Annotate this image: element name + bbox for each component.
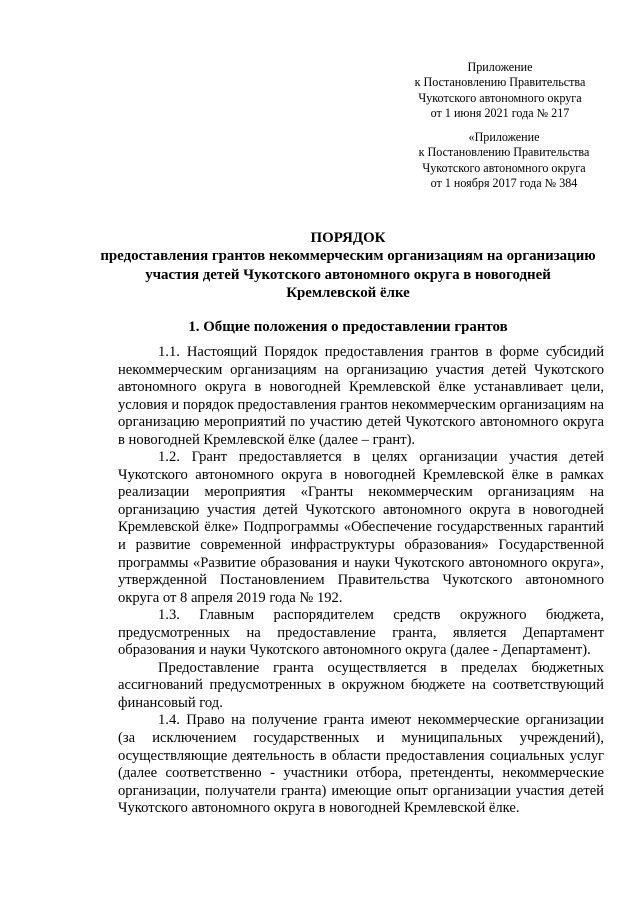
title-line: Кремлевской ёлке [286, 285, 410, 302]
section-body [118, 344, 604, 818]
document-title [80, 229, 616, 303]
annex-line: к Постановлению Правительства [414, 75, 586, 90]
annex-line: «Приложение [468, 130, 540, 144]
paragraph: 1.2. Грант предоставляется в целях организации участия детей Чукотского автономного округа в новогодней Кремлевской ёлке в рамках реализации мероприятия «Гранты некоммерческим организациям на организацию участия детей Чукотского автономного округа в новогодней Кремлевской ёлке» Подпрограммы «Обеспечение государственных гарантий и развитие современной инфраструктуры образования» Государственной программы «Развитие образования и науки Чукотского автономного округа», утвержденной Постановлением Правительства Чукотского автономного округа от 8 апреля 2019 года № 192. [118, 449, 604, 606]
annex-line: Чукотского автономного округа [422, 160, 586, 175]
paragraph: 1.1. Настоящий Порядок предоставления грантов в форме субсидий некоммерческим организациям на организацию участия детей Чукотского автономного округа в новогодней Кремлевской ёлке устанавливает цели, условия и порядок предоставления грантов некоммерческим организациям на организацию мероприятий по участию детей Чукотского автономного округа в новогодней Кремлевской ёлке (далее – грант). [118, 344, 604, 448]
paragraph: 1.3. Главным распорядителем средств окружного бюджета, предусмотренных на предоставление гранта, является Департамент образования и науки Чукотского автономного округа (далее - Департамент). [118, 607, 604, 659]
section-heading: 1. Общие положения о предоставлении грантов [188, 319, 508, 335]
annex-block-original [398, 130, 610, 192]
title-line: участия детей Чукотского автономного округа в новогодней [145, 266, 551, 283]
annex-line: Приложение [467, 60, 533, 74]
annex-line: от 1 июня 2021 года № 217 [430, 106, 570, 121]
annex-line: от 1 ноября 2017 года № 384 [430, 176, 578, 191]
annex-line: Чукотского автономного округа [418, 90, 582, 105]
title-heading: ПОРЯДОК [310, 230, 386, 246]
title-line: предоставления грантов некоммерческим организациям на организацию [100, 248, 596, 265]
annex-block-current [400, 60, 600, 122]
paragraph: 1.4. Право на получение гранта имеют некоммерческие организации (за исключением государственных и муниципальных учреждений), осуществляющие деятельность в области предоставления социальных услуг (далее соответственно - участники отбора, претенденты, некоммерческие организации, получатели гранта) имеющие опыт организации участия детей Чукотского автономного округа в новогодней Кремлевской ёлке. [118, 712, 604, 817]
paragraph: Предоставление гранта осуществляется в пределах бюджетных ассигнований предусмотренных в окружном бюджете на соответствующий финансовый год. [118, 659, 604, 711]
annex-line: к Постановлению Правительства [418, 145, 590, 160]
